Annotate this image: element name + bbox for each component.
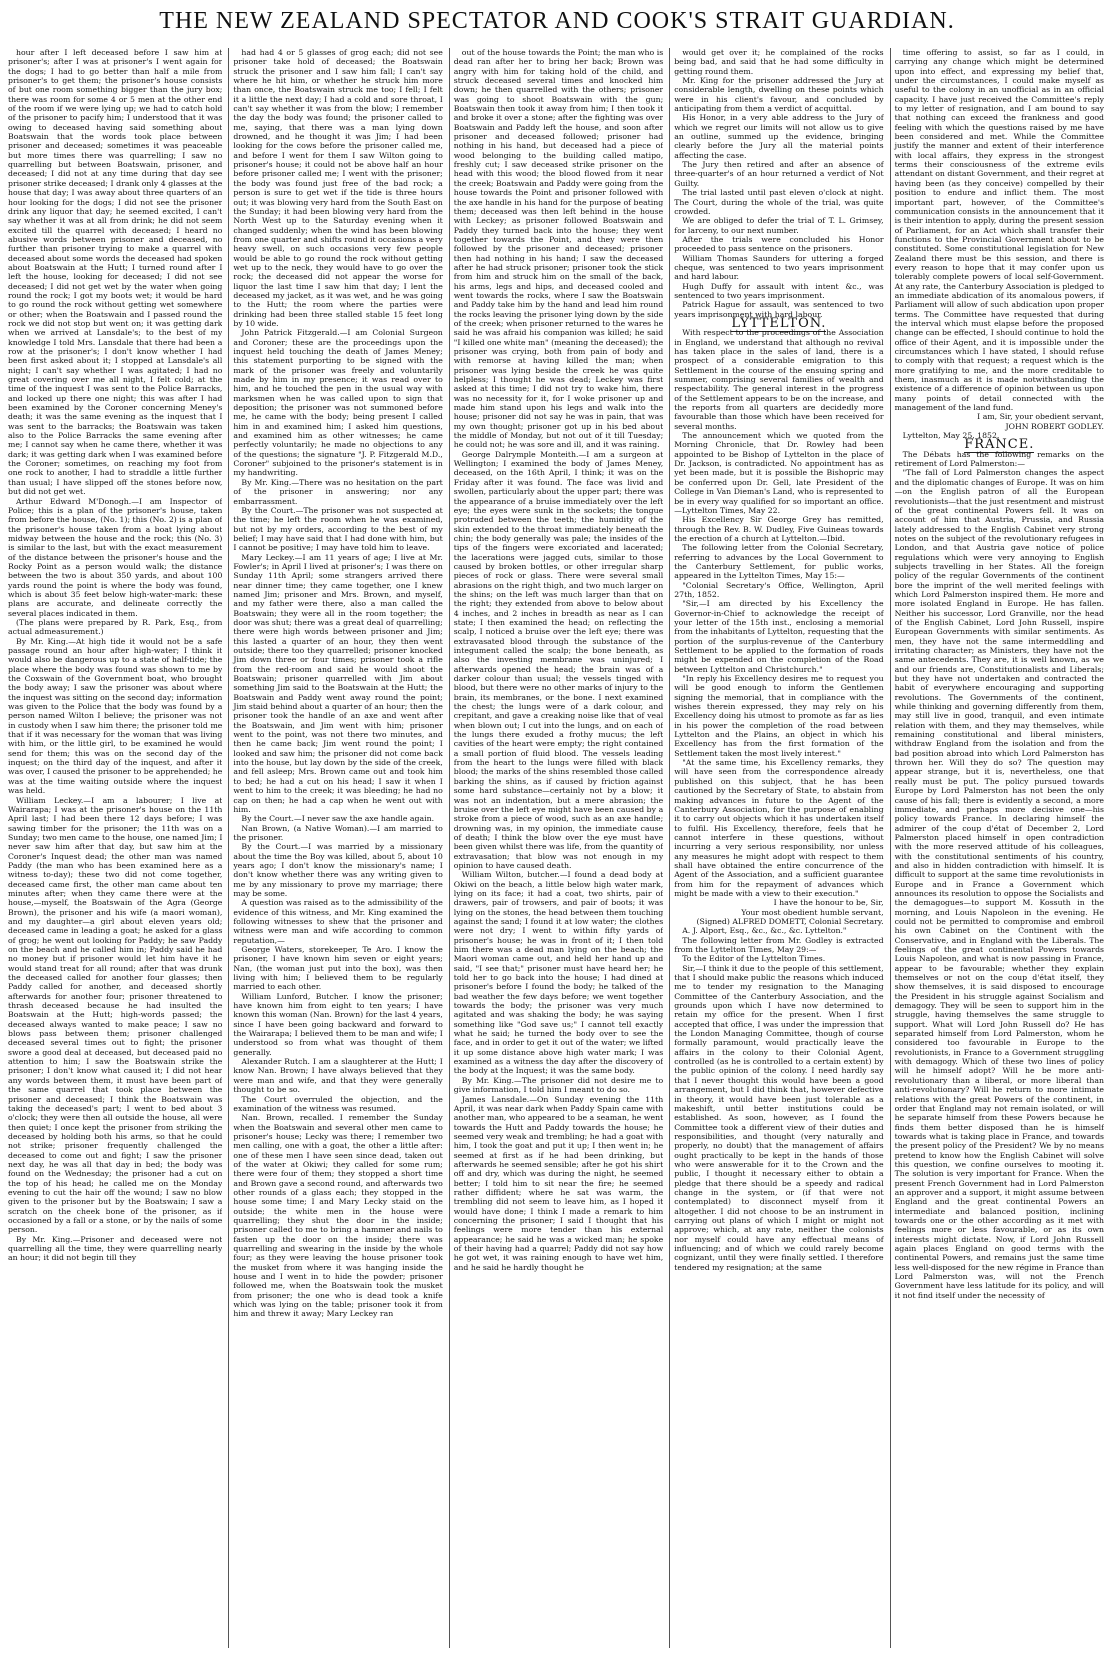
columns-container [0,48,1114,1648]
article-paragraph: By Mr. King.—At high tide it would not be a safe passage round an hour after high-water; I think it would also be dangerous up to a state of half-tide; the place where the body was found was shown to me by the Coxswain of the Government boat, who brought the body away; I saw the prisoner was about where the inquest was sitting on the second day; information was given to the Police that the body was found by a person named Wilton I believe; the prisoner was not in custody when I saw him there; the prisoner told me that if it was necessary for the woman that was living with him, or the little girl, to be examined he would send for them; this was on the second day of the inquest; on the third day of the inquest, and after it was over, I caused the prisoner to be apprehended; he was at the time waiting outside where the inquest was held. [8,636,223,796]
article-paragraph: hour after I left deceased before I saw him at prisoner's; after I was at prisoner's I went again for the dogs; I had to go better than half a mile from prisoner's to get them; the prisoner's house consists of but one room something bigger than the jury box; there was room for some 4 or 5 men at the other end of the room if we were lying up; we had to catch hold of the prisoner to pacify him; I understood that it was owing to deceased having said something about Boatswain that the words took place between prisoner and deceased; sometimes it was peaceable but more times there was quarrelling; I saw no quarrelling but between Boatswain, prisoner, and deceased; I did not at any time during that day see prisoner strike deceased; I drank only 4 glasses at the house that day; I was away about three quarters of an hour looking for the dogs; I did not see the prisoner drink any liquor that day; he seemed excited, I can't say whether it was at all from drink; he did not seem excited till the quarrel with deceased; I heard no abusive words between prisoner and deceased, no further than prisoner trying to make a quarrel with deceased about some words the deceased had spoken about Boatswain at the Hutt; I turned round after I left the house, looking for deceased; I did not see deceased; I did not get wet by the water when going round the rock; I got my boots wet; it would be hard to go round the rock without getting wet somewhere or other; when the Boatswain and I passed round the rock we did not stop but went on; it was getting dark when we arrived at Lansdale's; to the best of my knowledge I told Mrs. Lansdale that there had been a row at the prisoner's; I don't know whether I had been first asked about it; I stopped at Lansdale's all night; I can't say whether I was agitated; I had no great covering over me all night, I felt cold; at the time of the inquest I was sent to the Police Barracks, and locked up there one night; this was after I had been examined by the Coroner concerning Meney's death; it was the same evening as the inquest that I was sent to the barracks; the Boatswain was taken also to the Police Barracks the same evening after me; I cannot say when he came there, whether it was dark; it was getting dark when I was examined before the Coroner; sometimes, on reaching my foot from one rock to another, I had to straddle a little further than usual; I have slipped off the stones before now, but did not get wet. [8,48,223,497]
article-paragraph: The Débats has the following remarks on the retirement of Lord Palmerston:— [894,449,1105,469]
article-paragraph: Arthur Edward M'Donogh.—I am Inspector of Police; this is a plan of the prisoner's house, taken from before the house, (No. 1); this (No. 2) is a plan of the prisoner's house taken from a boat lying about midway between the house and the rock; this (No. 3) is similar to the last, but with the exact measurement of the distance between the prisoner's house and the Rocky Point as a person would walk; the distance between the two is about 350 yards, and about 100 yards round the point is where the body was found, which is about 35 feet below high-water-mark: these plans are accurate, and delineate correctly the several places indicated in them. [8,496,223,618]
column-5 [890,48,1104,1648]
article-paragraph: By Mr. King.—Prisoner and deceased were not quarrelling all the time, they were quarrelling nearly an hour; it did not begin till they [8,1234,223,1263]
article-paragraph: Mary Leckey.—I am 11 years of age; I live at Mr. Fowler's; in April I lived at prisoner's; I was there on Sunday 11th April; some strangers arrived there near dinner time; they came together, one I knew named Jim; prisoner and Mrs. Brown, and myself, and my father were there, also a man called the Boatswain; they were all in the room together; the door was shut; there was a great deal of quarrelling; there were high words between prisoner and Jim; this lasted a quarter of an hour, they then went outside; there too they quarrelled; prisoner knocked Jim down three or four times; prisoner took a rifle from the red-room and said he would shoot the Boatswain; prisoner quarrelled with Jim about something Jim said to the Boatswain at the Hutt; the Boatswain and Paddy went away round the point; Jim staid behind about a quarter of an hour; then the prisoner took the handle of an axe and went after the Boatswain, and Jim went with him; prisoner went to the point, was not there two minutes, and then he came back; Jim went round the point; I looked and saw him; the prisoner did not come back into the house, but lay down by the side of the creek, and fell asleep; Mrs. Brown came out and took him to bed; he had a cut on his head; I saw it when I went to him to the creek; it was bleeding; he had no cap on then; he had a cap when he went out with him. [233,552,443,814]
article-paragraph: With respect to the proceedings of the Association in England, we understand that although no revival has taken place in the sales of land, there is a prospect of a considerable emigration to this Settlement in the course of the ensuing spring and summer, comprising several families of wealth and respectability. The general interest in the progress of the Settlement appears to be on the increase, and the reports from all quarters are decidedly more favourable than those which have been received for several months. [674,328,884,431]
article-paragraph: time offering to assist, so far as I could, in carrying any change which might be determined upon into effect, and expressing my belief that, under the circumstances, I could make myself as useful to the colony in an unofficial as in an official capacity. I have just received the Committee's reply to my letter of resignation, and I am bound to say that nothing can exceed the frankness and good feeling with which the questions raised by me have been considered and met. While the Committee justify the manner and extent of their interference with local affairs, they express in the strongest terms their consciousness of the extreme evils attendant on distant Government, and their regret at having been (as they conceive) compelled by their position to endure and inflict them. The most important part, however, of the Committee's communication consists in the announcement that it is their intention to apply, during the present session of Parliament, for an Act which shall transfer their functions to the Provincial Government about to be constituted. Some constitutional legislation for New Zealand there must be this session, and there is every reason to hope that it may confer upon us tolerably complete powers of local self-Government. At any rate, the Canterbury Association is pledged to an immediate abdication of its anomalous powers, if Parliament will allow of such abdication upon proper terms. The Committee have requested that during the interval which must elapse before the proposed change can be effected, I should continue to hold the office of their Agent, and it is impossible under the circumstances which I have stated, I should refuse to comply with that request; a request which is the more gratifying to me, and the more creditable to them, inasmuch as it is made notwithstanding the existence of a difference of opinion between us upon many points of detail connected with the management of the land fund. [894,48,1105,413]
signoff-line: JOHN ROBERT GODLEY. [1005,421,1105,431]
article-paragraph: (The plans were prepared by R. Park, Esq., from actual admeasurement.) [8,617,223,637]
article-paragraph: James Lansdale.—On Sunday evening the 11th April, it was near dark when Paddy Spain came with another man, who appeared to be a seaman, he went towards the Hutt and Paddy towards the house; he seemed very weak and trembling; he had a goat with him, I took the goat and put it up; I then went in; he seemed at first as if he had been drinking, but afterwards he seemed sensible; after he got his shirt off and dry, which was during the night, he seemed better; I told him to sit near the fire; he seemed rather diffident; where he sat was warm, the trembling did not seem to leave him, as I hoped it would have done; I think I made a remark to him concerning the prisoner; I said I thought that his feelings were more tender than his external appearance; he said he was a wicked man; he spoke of their having had a quarrel; Paddy did not say how he got wet, it was raining enough to have wet him, and he said he hardly thought he [453,1094,664,1272]
article-paragraph: Sir,—I think it due to the people of this settlement, that I should make public the reasons which induced me to tender my resignation to the Managing Committee of the Canterbury Association, and the grounds upon which I have now determined to retain my office for the present. When I first accepted that office, I was under the impression that the London Managing Committee, though of course formally paramount, would practically leave the affairs in the colony to their Colonial Agent, controlled (as he is controlled to a certain extent) by the public opinion of the colony. I need hardly say that I never thought this would have been a good arrangement, but I did think that, however defective in theory, it would have been just tolerable as a makeshift, until better institutions could be established. As soon, however, as I found the Committee took a different view of their duties and responsibilities, and thought (very naturally and properly, no doubt) that the management of affairs ought practically to be kept in the hands of those who were answerable for it to the Crown and the public, I thought it necessary either to obtain a pledge that there should be a speedy and radical change in the system, or (if that were not contemplated) to disconnect myself from it altogether. I did not choose to be an instrument in carrying out plans of which I might or might not approve; which, at any rate, neither the colonists nor myself could have any effectual means of influencing; and of which we could rarely become cognizant, until they were finally settled. I therefore tendered my resignation; at the same [674,963,884,1272]
article-paragraph: The following letter from Mr. Godley is extracted from the Lyttelton Times, May 29:— [674,935,884,954]
article-paragraph: William Wilton, butcher.—I found a dead body at Okiwi on the beach, a little below high water mark, lying on its face; it had a coat, two shirts, pair of drawers, pair of trowsers, and pair of boots; it was lying on the stones, the head between them touching against the sand; I found it at low water; the clothes were not dry; I went to within fifty yards of prisoner's house; he was in front of it; I then told him there was a dead man lying on the beach; the Maori woman came out, and held her hand up and said, "I see that;" prisoner must have heard her; he told her to go back into the house; I had dined at prisoner's before I found the body; he talked of the bad weather the few days before; we went together towards the body; the prisoner was very much agitated and was shaking the body; he was saying something like "God save us;" I cannot tell exactly what he said; he turned the body over to see the face, and in order to get it out of the water; we lifted it up some distance above high water mark; I was examined as a witness the day after the discovery of the body at the Inquest; it was the same body. [453,870,664,1076]
article-paragraph: His Honor, in a very able address to the Jury of which we regret our limits will not allow us to give an outline, summed up the evidence, bringing clearly before the Jury all the material points affecting the case. [674,113,884,160]
article-paragraph: Hugh Duffy for assault with intent &c., was sentenced to two years imprisonment. [674,281,884,300]
article-paragraph: After the trials were concluded his Honor proceeded to pass sentence on the prisoners. [674,234,884,254]
signoff-line: I am, Sir, your obedient servant, [977,412,1105,422]
article-paragraph: The following letter from the Colonial Secretary, referring to advances by the Local Government to the Canterbury Settlement, for public works, appeared in the Lyttelton Times, May 15:— [674,543,884,581]
article-paragraph: Alexander Rutch. I am a slaughterer at the Hutt; I know Nan. Brown; I have always believed that they were man and wife, and that they were generally thought to be so. [233,1057,443,1095]
article-paragraph: out of the house towards the Point; the man who is dead ran after her to bring her back; Brown was angry with him for taking hold of the child, and struck deceased several times and knocked him down; he then quarrelled with the others; prisoner was going to shoot Boatswain with the gun; Boatswain then took it away from him; I then took it and broke it over a stone; after the fighting was over Boatswain and Paddy left the house, and soon after prisoner and deceased followed; prisoner had nothing in his hand, but deceased had a piece of wood belonging to the building called matipo, freshly cut; I saw deceased strike prisoner on the head with this wood; the blood flowed from it near the creek; Boatswain and Paddy were going from the house towards the Point and prisoner followed with the axe handle in his hand for the purpose of beating them; deceased was then left behind in the house with Leckey; as prisoner followed Boatswain and Paddy they turned back into the house; they went together towards the Point, and they were then followed by the prisoner and deceased; prisoner then had nothing in his hand; I saw the deceased after he had struck prisoner; prisoner took the stick from him and struck him on the small of the back, his arms, legs and hips, and deceased cooled and went towards the rocks, where I saw the Boatswain and Paddy take him by the hand and lead him round the rocks leaving the prisoner lying down by the side of the creek; when prisoner returned to the wares he said he was afraid his companion was killed; he said "I killed one white man" (meaning the deceased); the prisoner was crying, both from pain of body and with remorse at having killed the man; when prisoner was lying beside the creek he was quite helpless; I thought he was dead; Leckey was first asked at this time; I did not try to wake him, there was no necessity for it, for I woke prisoner up and made him stand upon his legs and walk into the house; prisoner did not say he was in pain, that was my own thought; prisoner got up in his bed about the middle of Monday, but not out of it till Tuesday; he could not; he was sore and ill, and it was raining. [453,48,664,450]
article-paragraph: By Mr. King.—There was no hesitation on the part of the prisoner in answering; nor any embarrassment. [233,477,443,506]
article-paragraph: had had 4 or 5 glasses of grog each; did not see prisoner take hold of deceased; the Boatswain struck the prisoner and I saw him fall; I can't say where he hit him, or whether he struck him more than once, the Boatswain struck me too; I fell; I felt it a little the next day; I had a cold and sore throat, I can't say whether it was from the blow; I remember the day the body was found; the prisoner called to me, saying, that there was a man lying down drowned, and he thought it was Jim; I had been looking for the cows before the prisoner called me, and before I went for them I saw Wilton going to prisoner's house; it could not be above half an hour before prisoner called me; I went with the prisoner; the body was found just free of the bad rock; a person is sure to get wet if the tide is three hours out; it was blowing very hard from the South East on the Sunday; it had been blowing very hard from the North West up to the Saturday evening when it changed suddenly; when the wind has been blowing from one quarter and shifts round it occasions a very heavy swell, on such occasions very few people would be able to go round the rock without getting wet up to the neck, they would have to go over the rock; the deceased did not appear the worse for liquor the last time I saw him that day; I lent the deceased my jacket, as it was wet, and he was going to the Hutt; the room where the parties were drinking had been three stalled stable 15 feet long by 10 wide. [233,48,443,328]
article-paragraph: John Patrick Fitzgerald.—I am Colonial Surgeon and Coroner; these are the proceedings upon the inquest held touching the death of James Meney; this statement purporting to be signed with the mark of the prisoner was freely and voluntarily made by him in my presence; it was read over to him, and he touched the pen in the usual way with marksmen when he was called upon to sign that deposition; the prisoner was not summoned before me, he came with the body; being present I called him in and examined him; I asked him questions, and examined him as other witnesses; he came perfectly voluntarily; he made no objections to any of the questions; the signature "J. P. Fitzgerald M.D., Coroner" subjoined to the prisoner's statement is in my handwriting. [233,328,443,478]
article-paragraph: Patrick Hague for assault, was sentenced to two years imprisonment with hard labour. [674,300,884,319]
article-paragraph: By Mr. King.—The prisoner did not desire me to give information, I told him I meant to do so. [453,1075,664,1095]
column-3 [449,48,663,1648]
signoff-line: (Signed) ALFRED DOMETT, Colonial Secretary. [696,916,884,926]
article-paragraph: The trial lasted until past eleven o'clock at night. The Court, during the whole of the trial, was quite crowded. [674,188,884,216]
article-paragraph: William Lunford, Butcher. I know the prisoner; have known him from eight to ten years; I have known this woman (Nan. Brown) for the last 4 years, since I have been going backward and forward to the Wairarapa; I believed them to be man and wife; I understood so from what was thought of them generally. [233,991,443,1057]
article-paragraph: Nan. Brown, recalled. I remember the Sunday when the Boatswain and several other men came to prisoner's house; Lecky was there; I remember two men calling, one with a goat, the other a little after: one of these men I have seen since dead, taken out of the water at Okiwi; they called for some rum; there were four of them; they stopped a short time and Brown gave a second round, and afterwards two other rounds of a glass each; they stopped in the house some time; I and Mary Lecky staid on the outside; the white men in the house were quarrelling; they shut the door in the inside; prisoner called to me to bring a hammer and nails to fasten up the door on the inside; there was quarrelling and swearing in the inside by the whole four; as they were leaving the house prisoner took the musket from where it was hanging inside the house and I went in to hide the powder; prisoner followed me, when the Boatswain took the musket from prisoner; the one who is dead took a knife which was lying on the table; prisoner took it from him and threw it away; Mary Leckey ran [233,1113,443,1319]
signoff-line: I have the honour to be, Sir, [773,898,884,908]
column-2 [228,48,442,1648]
article-paragraph: By the Court.—The prisoner was not suspected at the time; he left the room when he was examined, but not by my orders, according to the best of my belief; I may have said that I had done with him, but I cannot be positive; I may have told him to leave. [233,505,443,553]
article-paragraph: William Thomas Saunders for uttering a forged cheque, was sentenced to two years imprisonment and hard labour. [674,253,884,282]
article-paragraph: The Jury then retired and after an absence of three-quarter's of an hour returned a verdict of Not Guilty. [674,160,884,188]
article-paragraph: A. J. Alport, Esq., &c., &c., &c. Lyttelton." [682,926,847,936]
column-4 [669,48,883,1648]
article-paragraph: William Leckey.—I am a labourer; I live at Wairarapa; I was at the prisoner's house on the 11th April last; I had been there 12 days before; I was sawing timber for the prisoner; the 11th was on a Sunday; two men came to the house, one named Jim; I never saw him after that day, but saw him at the Coroner's Inquest dead; the other man was named Paddy (the man who has been examined here as a witness to-day); these two did not come together, deceased came first, the other man came about ten minutes after; when they came there were at the house,—myself, the Boatswain of the Agra (George Brown), the prisoner and his wife (a maori woman), and my daughter—a girl about eleven years old; deceased came in leading a goat; he asked for a glass of grog; he went out looking for Paddy; he saw Paddy on the beach and he called him in; Paddy said he had no money but if prisoner would let him have it he would stand treat for all round; after that was drunk the deceased called for another four glasses; then Paddy called for another, and deceased shortly afterwards for another four; prisoner threatened to thrash deceased because he had insulted the Boatswain at the Hutt; high-words passed; the deceased always wanted to make peace; I saw no blows pass between them; prisoner challenged deceased several times out to fight; the prisoner swore a good deal at deceased, but deceased paid no attention to him; I saw the Boatswain strike the prisoner; I don't know what caused it; I did not hear any words between them, it must have been part of the same quarrel that took place between the prisoner and deceased; I think the Boatswain was taking the deceased's part; I went to bed about 3 o'clock; they were then all outside the house, all were then quiet; I once kept the prisoner from striking the deceased by holding both his arms, so that he could not strike; prisoner frequently challenged the deceased to come out and fight; I saw the prisoner next day, he was all that day in bed; the body was found on the Wednesday; the prisoner had a cut on the top of his head; he called me on the Monday evening to cut the hair off the wound; I saw no blow given to the prisoner but by the Boatswain; I saw a scratch on the cheek bone of the prisoner, as if occasioned by a fall or a stone, or by the nails of some person. [8,795,223,1235]
signoff-line: Your most obedient humble servant, [741,907,884,917]
article-paragraph: "Colonial Secretary's Office, Wellington, April 27th, 1852. [674,580,884,599]
article-paragraph: To the Editor of the Lyttelton Times. [682,954,826,964]
article-paragraph: "At the same time, his Excellency remarks, they will have seen from the correspondence already published on this subject, that he has been cautioned by the Secretary of State, to abstain from making advances in future to the Agent of the Canterbury Association, for the purpose of enabling it to carry out objects which it has undertaken itself to fulfil. His Excellency, therefore, feels that he cannot interfere in these questions, without incurring a very serious responsibility, nor unless any measures he might adopt with respect to them shall have obtained the entire concurrence of the Agent of the Association, and a sufficient guarantee from him for the repayment of advances which might be made with a view to their execution." [674,758,884,898]
article-paragraph: The announcement which we quoted from the Morning Chronicle, that Dr. Rowley had been appointed to be Bishop of Lyttelton in the place of Dr. Jackson, is contradicted. No appointment has as yet been made, but it is possible the Bishopric may be conferred upon Dr. Gell, late President of the College in Van Dieman's Land, who is represented to be in every way qualified for so important an office.—Lyttelton Times, May 22. [674,431,884,515]
section-heading: LYTTELTON. [731,315,827,331]
article-paragraph: By the Court.—I was married by a missionary about the time the Boy was killed, about 5, about 10 years ago; I don't know the missionary's name; I don't know whether there was any writing given to me by any missionary to prove my marriage; there may be some. [233,842,443,898]
article-paragraph: By the Court.—I never saw the axe handle again. [241,814,435,824]
article-paragraph: George Waters, storekeeper, Te Aro. I know the prisoner, I have known him seven or eight years; Nan, (the woman just put into the box), was then living with him; I believed them to be regularly married to each other. [233,945,443,992]
article-paragraph: George Dalrymple Monteith.—I am a surgeon at Wellington; I examined the body of James Meney, deceased, on the 16th April, I think; it was on the Friday after it was found. The face was livid and swollen, particularly about the upper part; there was the appearance of a bruise immediately over the left eye; the eyes were sunk in the sockets; the tongue protruded between the teeth; the humidity of the skin extended to the throat immediately beneath the chin; the body generally was pale; the insides of the tips of the fingers were excoriated and lacerated; the lacerations were jagged cuts, similar to those caused by broken bottles, or other irregular sharp pieces of rock or glass. There were several small abrasions on the right thigh, and two much larger on the shins; on the left was much larger than that on the right; they extended from above to below about 4 inches, and 2 inches in breadth as near as I can state; I then examined the head; on reflecting the scalp, I noticed a bruise over the left eye; there was extravasated blood through the substance of the integument called the scalp; the bone beneath, as also the investing membrane was uninjured; I afterwards opened the head; the brain was of a darker colour than usual; the vessels tinged with blood, but there were no other marks of injury to the brain, its membranes, or the bone. I next examined the chest; the lungs were of a dark colour, and crepitant, and gave a creaking noise like that of veal when blown out; I cut into the lungs, and on each of the lungs there exuded a frothy mucus; the left cavities of the heart were empty; the right contained a small portion of fluid blood. The vessels leading from the heart to the lungs were filled with black blood; the marks of the shins resembled those called barking the shins, as if caused by friction against some hard substance—certainly not by a blow; it was not an indentation, but a mere abrasion; the bruise over the left eye might have been caused by a stroke from a piece of wood, such as an axe handle; drowning was, in my opinion, the immediate cause of death; I think the blow over the eye must have been given whilst there was life, from the quantity of extravasation; that blow was not enough in my opinion to have caused death. [453,449,664,870]
article-paragraph: would get over it; he complained of the rocks being bad, and said that he had some difficulty in getting round them. [674,48,884,76]
article-paragraph: A question was raised as to the admissibility of the evidence of this witness, and Mr. King examined the following witnesses to shew that the prisoner and witness were man and wife according to common reputation,— [233,898,443,945]
masthead: THE NEW ZEALAND SPECTATOR AND COOK'S STRAIT GUARDIAN. [159,8,955,34]
article-paragraph: The Court overruled the objection, and the examination of the witness was resumed. [233,1094,443,1113]
article-paragraph: His Excellency Sir George Grey has remitted, through the Rev. B. W. Dudley, Five Guineas towards the erection of a church at Lyttelton.—Ibid. [674,515,884,543]
article-paragraph: "In reply his Excellency desires me to request you will be good enough to inform the Gentlemen signing the memorial, that in compliance with the wishes therein expressed, they may rely on his Excellency doing his utmost to promote as far as lies in his power the completion of the road between Lyttelton and the Plains, an object in which his Excellency has from the first formation of the Settlement taken the most lively interest." [674,674,884,758]
article-paragraph: "The fall of Lord Palmerston changes the aspect and the diplomatic changes of Europe. It was on him—on the English patron of all the European revolutionists—that the just resentment and mistrust of the great continental Powers fell. It was on account of him that Austria, Prussia, and Russia lately addressed to the English Cabinet very strong notes on the subject of the revolutionary refugees in London, and that Austria gave notice of police regulations which were very annoying to English subjects travelling in her States. All the foreign policy of the regular Governments of the continent bore the imprint of the well merited feelings with which Lord Palmerston inspired them. He more and more isolated England in Europe. He has fallen. Neither his successor, Lord Granville, nor the head of the English Cabinet, Lord John Russell, inspire European Governments with similar sentiments. As men, they have not the same intermeddling and irritating character; as Ministers, they have not the same antecedents. They are, it is well known, as we and our friends are, Constitutionalists and Liberals; but they have not undertaken and contracted the habit of everywhere encouraging and supporting revolutions. The Governments of the continent, while thinking and governing differently from them, may still live in good, tranquil, and even intimate relation with them, and they may themselves, while remaining constitutional and liberal ministers, withdraw England from the isolation and from the bad position abroad into which Lord Palmerston has thrown her. Will they do so? The question may appear strange, but it is, nevertheless, one that really must be put. The policy pursued towards Europe by Lord Palmerston has not been the only cause of his fall; there is evidently a second, a more immediate, and perhaps more decisive one—his policy towards France. In declaring himself the admirer of the coup d'état of December 2, Lord Palmerston placed himself in open contradiction with the more reserved attitude of his colleagues, with the constitutional sentiments of his country, and also in hidden contradiction with himself. It is difficult to support at the same time revolutionists in Europe and in France a Government which announces its resolution to oppose the Socialists and the demagogues—to support M. Kossuth in the morning, and Louis Napoleon in the evening. He could not be permitted to compromise and embroil his own Cabinet on the Continent with the Conservative, and in England with the Liberals. The feelings of the great continental Powers towards Louis Napoleon, and what is now passing in France, appear to be favourable; whether they explain themselves or not on the coup d'état itself, they show themselves, it is said disposed to encourage the President in his struggle against Socialism and demagogy. They will be seen to support him in the struggle, having themselves the same struggle to support. What will Lord John Russell do? He has separated himself from Lord Palmerston, whom he considered too favourable in Europe to the revolutionists, in France to a Government struggling with demagogy. Which of these two lines of policy will he himself adopt? Will he be more anti-revolutionary than a liberal, or more liberal than anti-revolutionary? Will he return to more intimate relations with the great Powers of the continent, in order that England may not remain isolated, or will he separate himself from these Powers because he finds them better disposed than he is himself towards what is taking place in France, and towards the present policy of the President? We by no means pretend to know how the English Cabinet will solve this question, we confine ourselves to mooting it. The solution is very important for France. When the present French Government had in Lord Palmerston an approver and a support, it might assume between England and the great continental Powers an intermediate and balanced position, inclining towards one or the other according as it met with feelings more or less favourable, or as its own interests might dictate. Now, if Lord John Russell again places England on good terms with the continental Powers, and remains just the same time less well-disposed for the new régime in France than Lord Palmerston was, will not the French Government have less latitude for its policy, and will it not find itself under the necessity of [894,468,1105,1300]
article-paragraph: Nan Brown, (a Native Woman).—I am married to the prisoner. [233,823,443,842]
section-heading: FRANCE. [964,437,1035,453]
article-paragraph: Mr. King for the prisoner addressed the Jury at considerable length, dwelling on these points which were in his client's favour, and concluded by anticipating from them a verdict of acquittal. [674,76,884,114]
column-1 [8,48,222,1648]
article-paragraph: We are obliged to defer the trial of T. L. Grimsey, for larceny, to our next number. [674,216,884,235]
article-paragraph: "Sir,—I am directed by his Excellency the Governor-in-Chief to acknowledge the receipt of your letter of the 15th inst., enclosing a memorial from the inhabitants of Lyttelton, requesting that the portion of the surplus-revenue of the Canterbury Settlement to be applied to the formation of roads might be expended on the completion of the Road between Lyttelton and Christchurch." [674,599,884,674]
article-paragraph: Lyttelton, May 25, 1852. [902,431,1000,441]
